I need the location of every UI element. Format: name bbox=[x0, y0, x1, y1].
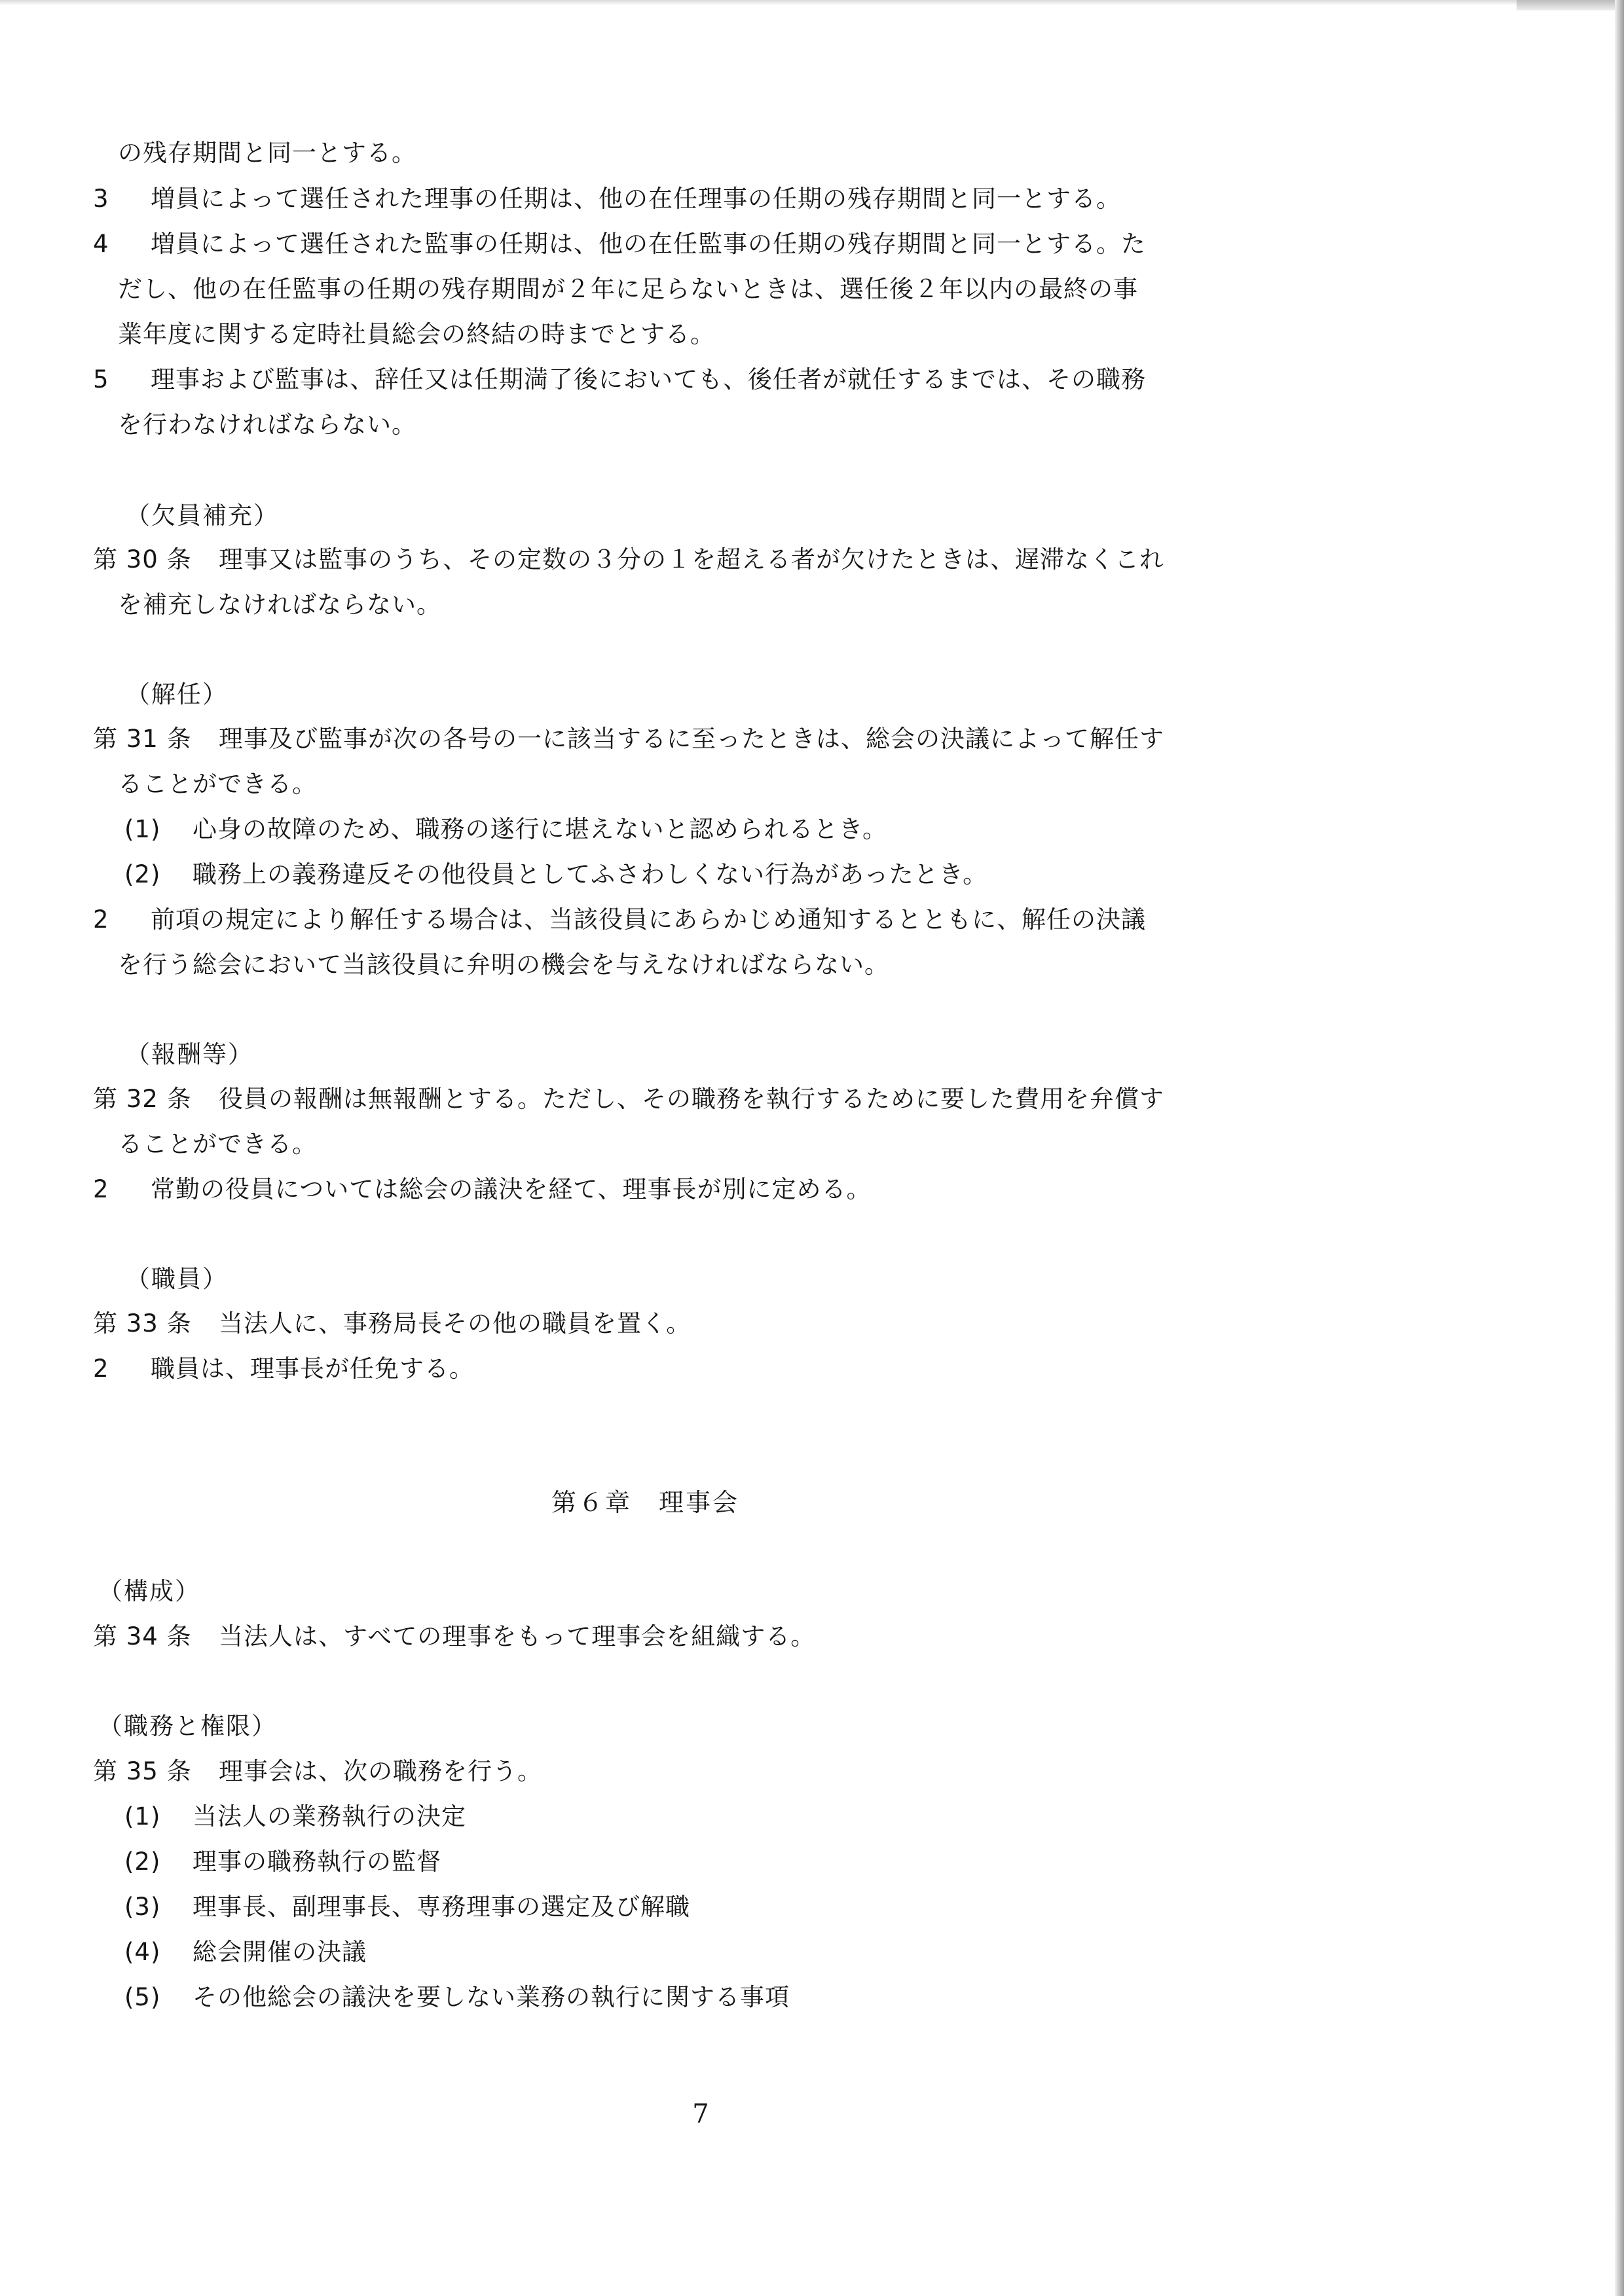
article-text: ることができる。 bbox=[118, 770, 317, 798]
article-31-paragraph-2-line-1 bbox=[93, 903, 1146, 936]
article-number: 第 33 条 bbox=[93, 1309, 192, 1338]
article-number: 第 30 条 bbox=[93, 545, 192, 574]
article-31-line-2 bbox=[118, 768, 317, 801]
paragraph-text: を行う総会において当該役員に弁明の機会を与えなければならない。 bbox=[118, 951, 889, 979]
paragraph-text: 前項の規定により解任する場合は、当該役員にあらかじめ通知するとともに、解任の決議 bbox=[151, 905, 1146, 934]
article-35-item-5 bbox=[124, 1981, 790, 2014]
article-heading-text: （構成） bbox=[98, 1577, 200, 1605]
article-35-item-3 bbox=[124, 1891, 690, 1923]
paragraph-number: 5 bbox=[93, 365, 109, 393]
article-32-heading bbox=[126, 1038, 253, 1071]
paragraph-text: 増員によって選任された監事の任期は、他の在任監事の任期の残存期間と同一とする。た bbox=[151, 230, 1146, 258]
article-number: 第 31 条 bbox=[93, 725, 192, 753]
chapter-title-text: 第６章 理事会 bbox=[551, 1488, 740, 1517]
article-32-line-2 bbox=[118, 1128, 317, 1161]
continuation-line bbox=[118, 137, 416, 170]
article-35-heading bbox=[98, 1710, 277, 1743]
article-text: 当法人は、すべての理事をもって理事会を組織する。 bbox=[219, 1622, 816, 1650]
article-heading-text: （職務と権限） bbox=[98, 1712, 277, 1740]
article-30-line-2 bbox=[118, 589, 441, 621]
article-number: 第 34 条 bbox=[93, 1622, 192, 1650]
paragraph-text: 業年度に関する定時社員総会の終結の時までとする。 bbox=[118, 320, 715, 348]
article-35-line-1 bbox=[93, 1755, 542, 1788]
article-33-paragraph-2 bbox=[93, 1353, 474, 1385]
article-32-line-1 bbox=[93, 1083, 1164, 1116]
continuation-text: の残存期間と同一とする。 bbox=[118, 139, 416, 167]
item-text: 理事の職務執行の監督 bbox=[193, 1848, 441, 1876]
item-number: (1) bbox=[124, 815, 161, 843]
paragraph-text: 増員によって選任された理事の任期は、他の在任理事の任期の残存期間と同一とする。 bbox=[151, 185, 1121, 213]
item-text: その他総会の議決を要しない業務の執行に関する事項 bbox=[193, 1983, 790, 2011]
article-34-line-1 bbox=[93, 1620, 815, 1653]
paragraph-4-line-1 bbox=[93, 228, 1146, 261]
paragraph-3 bbox=[93, 183, 1121, 215]
paragraph-text: 職員は、理事長が任免する。 bbox=[151, 1355, 474, 1383]
article-heading-text: （報酬等） bbox=[126, 1040, 253, 1068]
paragraph-4-line-3 bbox=[118, 318, 715, 351]
article-text: 理事及び監事が次の各号の一に該当するに至ったときは、総会の決議によって解任す bbox=[219, 725, 1164, 753]
article-32-paragraph-2 bbox=[93, 1173, 872, 1206]
paragraph-5-line-2 bbox=[118, 409, 416, 441]
item-text: 心身の故障のため、職務の遂行に堪えないと認められるとき。 bbox=[193, 815, 888, 843]
article-34-heading bbox=[98, 1575, 200, 1608]
article-text: 当法人に、事務局長その他の職員を置く。 bbox=[219, 1309, 692, 1338]
page-number: 7 bbox=[692, 2099, 709, 2129]
item-text: 当法人の業務執行の決定 bbox=[193, 1802, 466, 1831]
article-31-paragraph-2-line-2 bbox=[118, 949, 889, 981]
article-30-heading bbox=[126, 500, 279, 532]
item-text: 理事長、副理事長、専務理事の選定及び解職 bbox=[193, 1893, 690, 1921]
item-number: (3) bbox=[124, 1893, 161, 1921]
article-heading-text: （解任） bbox=[126, 680, 228, 708]
item-number: (1) bbox=[124, 1802, 161, 1831]
article-35-item-1 bbox=[124, 1800, 466, 1833]
article-35-item-4 bbox=[124, 1936, 367, 1969]
paragraph-number: 2 bbox=[93, 1355, 109, 1383]
paragraph-4-line-2 bbox=[118, 273, 1138, 306]
article-number: 第 32 条 bbox=[93, 1085, 192, 1113]
item-text: 総会開催の決議 bbox=[193, 1938, 367, 1966]
paragraph-number: 2 bbox=[93, 1175, 109, 1203]
paragraph-number: 2 bbox=[93, 905, 109, 934]
article-35-item-2 bbox=[124, 1846, 441, 1878]
paragraph-text: 常勤の役員については総会の議決を経て、理事長が別に定める。 bbox=[151, 1175, 872, 1203]
paragraph-text: だし、他の在任監事の任期の残存期間が２年に足らないときは、選任後２年以内の最終の事 bbox=[118, 275, 1138, 303]
article-heading-text: （欠員補充） bbox=[126, 501, 279, 530]
paragraph-text: を行わなければならない。 bbox=[118, 410, 416, 439]
paragraph-text: 理事および監事は、辞任又は任期満了後においても、後任者が就任するまでは、その職務 bbox=[151, 365, 1146, 393]
item-text: 職務上の義務違反その他役員としてふさわしくない行為があったとき。 bbox=[193, 860, 988, 888]
paragraph-number: 4 bbox=[93, 230, 109, 258]
article-31-heading bbox=[126, 678, 228, 711]
article-text: を補充しなければならない。 bbox=[118, 591, 441, 619]
article-text: 理事又は監事のうち、その定数の３分の１を超える者が欠けたときは、遅滞なくこれ bbox=[219, 545, 1164, 574]
item-number: (4) bbox=[124, 1938, 161, 1966]
paragraph-5-line-1 bbox=[93, 363, 1146, 396]
article-30-line-1 bbox=[93, 543, 1164, 576]
article-33-line-1 bbox=[93, 1307, 691, 1340]
article-text: ることができる。 bbox=[118, 1130, 317, 1158]
article-text: 理事会は、次の職務を行う。 bbox=[219, 1757, 542, 1785]
paragraph-number: 3 bbox=[93, 185, 109, 213]
article-31-item-1 bbox=[124, 813, 887, 846]
item-number: (2) bbox=[124, 1848, 161, 1876]
item-number: (5) bbox=[124, 1983, 161, 2011]
article-31-line-1 bbox=[93, 723, 1164, 756]
article-31-item-2 bbox=[124, 858, 987, 891]
article-text: 役員の報酬は無報酬とする。ただし、その職務を執行するために要した費用を弁償す bbox=[219, 1085, 1164, 1113]
article-heading-text: （職員） bbox=[126, 1265, 228, 1293]
chapter-6-title bbox=[551, 1486, 739, 1519]
article-number: 第 35 条 bbox=[93, 1757, 192, 1785]
article-33-heading bbox=[126, 1263, 228, 1296]
item-number: (2) bbox=[124, 860, 161, 888]
